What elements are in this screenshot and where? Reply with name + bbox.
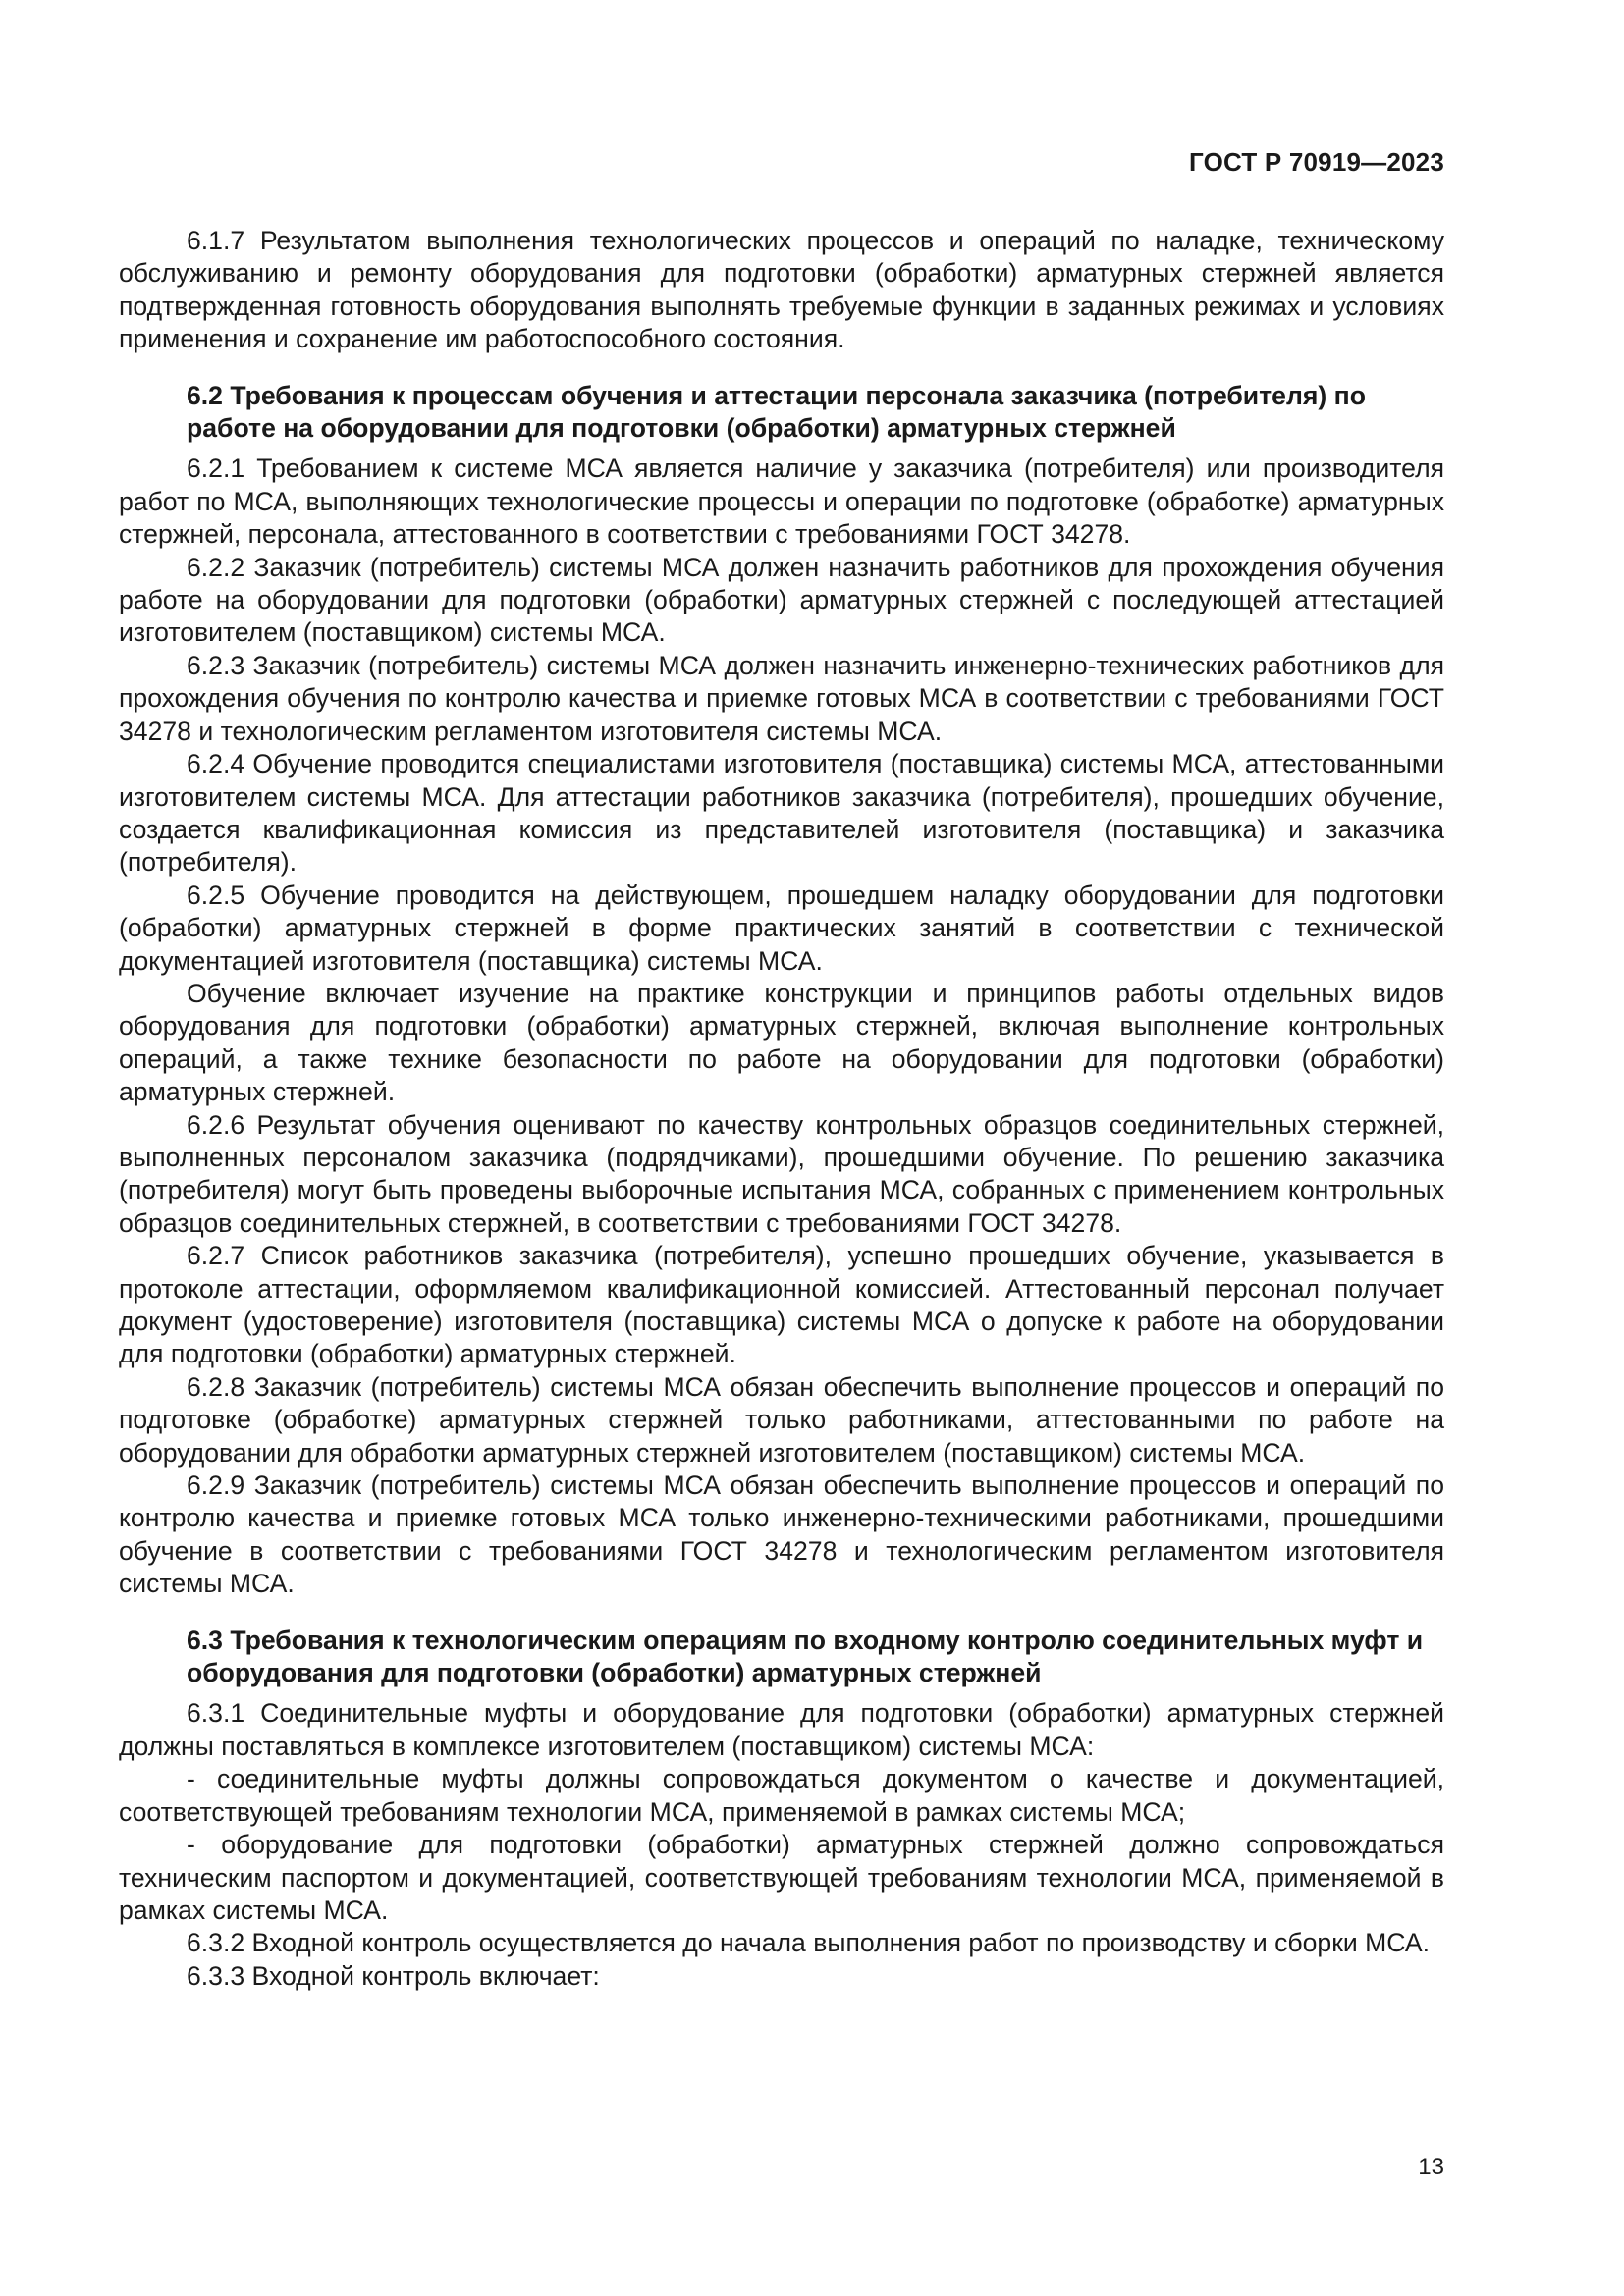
paragraph-6-2-3: 6.2.3 Заказчик (потребитель) системы МСА должен назначить инженерно-технических работников для прохождения обучения по контролю качества и приемке готовых МСА в соответствии с требованиями ГОСТ 34278 и технологическим регламентом изготовителя системы МСА. (119, 650, 1444, 746)
paragraph-6-3-1: 6.3.1 Соединительные муфты и оборудование для подготовки (обработки) арматурных стержней должны поставляться в комплексе изготовителем (поставщиком) системы МСА: (119, 1698, 1444, 1761)
paragraph-6-2-8: 6.2.8 Заказчик (потребитель) системы МСА обязан обеспечить выполнение процессов и операций по подготовке (обработке) арматурных стержней только работниками, аттестованными по работе на оборудовании для обработки арматурных стержней изготовителем (поставщиком) системы МСА. (119, 1371, 1444, 1468)
paragraph-6-1-7: 6.1.7 Результатом выполнения технологических процессов и операций по наладке, техническому обслуживанию и ремонту оборудования для подготовки (обработки) арматурных стержней является подтвержденная готовность оборудования выполнять требуемые функции в заданных режимах и условиях применения и сохранение им работоспособного состояния. (119, 226, 1444, 354)
paragraph-6-3-3: 6.3.3 Входной контроль включает: (187, 1960, 600, 1991)
paragraph-6-3-2: 6.3.2 Входной контроль осуществляется до начала выполнения работ по производству и сборки МСА. (187, 1928, 1430, 1958)
paragraph-6-2-4: 6.2.4 Обучение проводится специалистами изготовителя (поставщика) системы МСА, аттестованными изготовителем системы МСА. Для аттестации работников заказчика (потребителя), прошедших обучение, создается квалификационная комиссия из представителей изготовителя (поставщика) и заказчика (потребителя). (119, 749, 1444, 878)
paragraph-6-2-2: 6.2.2 Заказчик (потребитель) системы МСА должен назначить работников для прохождения обучения работе на оборудовании для подготовки (обработки) арматурных стержней с последующей аттестацией изготовителем (поставщиком) системы МСА. (119, 552, 1444, 648)
paragraph-6-2-9: 6.2.9 Заказчик (потребитель) системы МСА обязан обеспечить выполнение процессов и операций по контролю качества и приемке готовых МСА только инженерно-техническими работниками, прошедшими обучение в соответствии с требованиями ГОСТ 34278 и технологическим регламентом изготовителя системы МСА. (119, 1470, 1444, 1599)
page-number: 13 (1418, 2154, 1444, 2180)
document-code: ГОСТ Р 70919—2023 (1189, 147, 1444, 177)
paragraph-6-2-1: 6.2.1 Требованием к системе МСА является наличие у заказчика (потребителя) или производителя работ по МСА, выполняющих технологические процессы и операции по подготовке (обработке) арматурных стержней, персонала, аттестованного в соответствии с требованиями ГОСТ 34278. (119, 454, 1444, 550)
paragraph-6-2-5: 6.2.5 Обучение проводится на действующем, прошедшем наладку оборудовании для подготовки (обработки) арматурных стержней в форме практических занятий в соответствии с технической документацией изготовителя (поставщика) системы МСА. (119, 880, 1444, 976)
section-heading-6-3: 6.3 Требования к технологическим операциям по входному контролю соединительных муфт и оборудования для подготовки (обработки) арматурных стержней (187, 1625, 1424, 1688)
paragraph-6-2-7: 6.2.7 Список работников заказчика (потребителя), успешно прошедших обучение, указывается в протоколе аттестации, оформляемом квалификационной комиссией. Аттестованный персонал получает документ (удостоверение) изготовителя (поставщика) системы МСА о допуске к работе на оборудовании для подготовки (обработки) арматурных стержней. (119, 1241, 1444, 1369)
section-heading-6-2: 6.2 Требования к процессам обучения и аттестации персонала заказчика (потребителя) по работе на оборудовании для подготовки (обработки) арматурных стержней (187, 380, 1366, 444)
document-body (119, 225, 1444, 1993)
list-item-equipment: - оборудование для подготовки (обработки) арматурных стержней должно сопровождаться техническим паспортом и документацией, соответствующей требованиям технологии МСА, применяемой в рамках системы МСА. (119, 1830, 1444, 1925)
paragraph-6-2-6: 6.2.6 Результат обучения оценивают по качеству контрольных образцов соединительных стержней, выполненных персоналом заказчика (подрядчиками), прошедшими обучение. По решению заказчика (потребителя) могут быть проведены выборочные испытания МСА, собранных с применением контрольных образцов соединительных стержней, в соответствии с требованиями ГОСТ 34278. (119, 1109, 1444, 1238)
paragraph-6-2-5-training: Обучение включает изучение на практике конструкции и принципов работы отдельных видов оборудования для подготовки (обработки) арматурных стержней, включая выполнение контрольных операций, а также технике безопасности по работе на оборудовании для подготовки (обработки) арматурных стержней. (119, 978, 1444, 1107)
list-item-couplings: - соединительные муфты должны сопровождаться документом о качестве и документацией, соответствующей требованиям технологии МСА, применяемой в рамках системы МСА; (119, 1764, 1444, 1827)
